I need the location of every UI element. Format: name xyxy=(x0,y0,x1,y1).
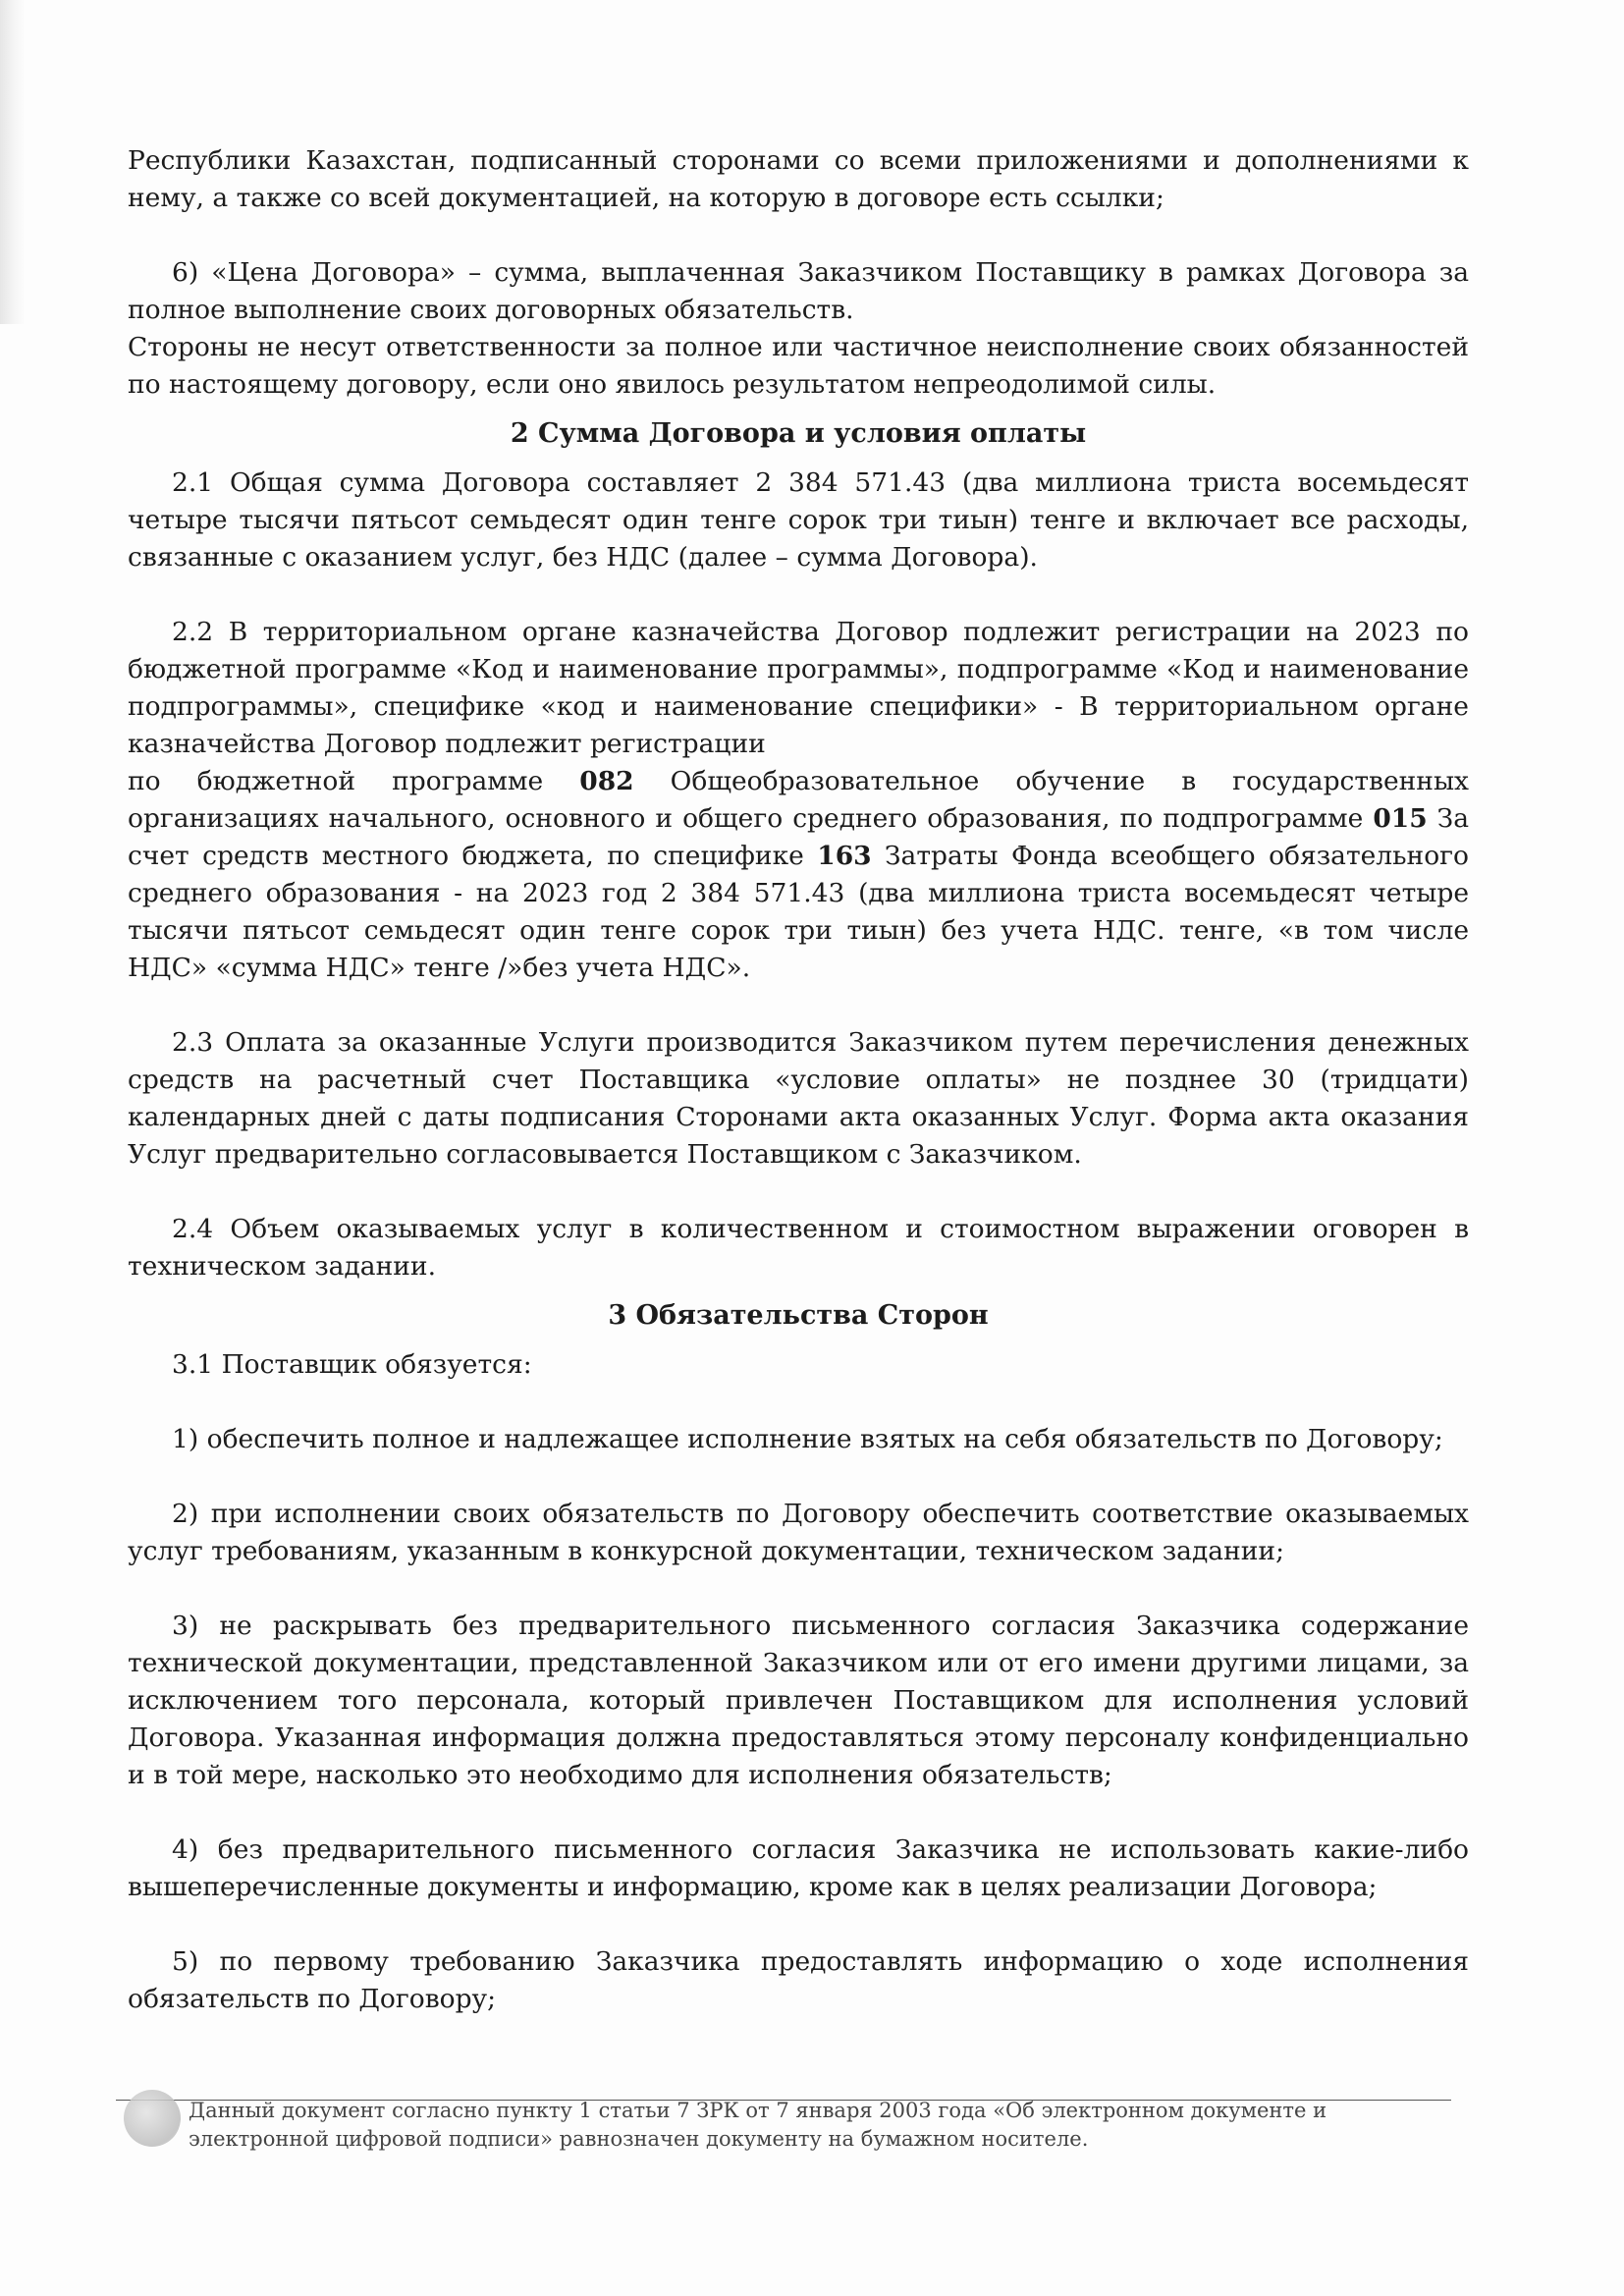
obligation-item-4: 4) без предварительного письменного согласия Заказчика не использовать какие-либо вышеперечисленные документы и информацию, кроме как в целях реализации Договора; xyxy=(128,1834,1469,1902)
clause-2-2-intro: 2.2 В территориальном органе казначейства Договор подлежит регистрации на 2023 по бюджетной программе «Код и наименование программы», подпрограмме «Код и наименование подпрограммы», специфике «код и наименование специфики» - В территориальном органе казначейства Договор подлежит регистрации xyxy=(128,617,1469,759)
clause-2-3: 2.3 Оплата за оказанные Услуги производится Заказчиком путем перечисления денежных средств на расчетный счет Поставщика «условие оплаты» не позднее 30 (тридцати) календарных дней с даты подписания Сторонами акта оказанных Услуг. Форма акта оказания Услуг предварительно согласовывается Поставщиком с Заказчиком. xyxy=(128,1027,1469,1170)
clause-2-1: 2.1 Общая сумма Договора составляет 2 384 571.43 (два миллиона триста восемьдесят четыре тысячи пятьсот семьдесят один тенге сорок три тиын) тенге и включает все расходы, связанные с оказанием услуг, без НДС (далее – сумма Договора). xyxy=(128,467,1469,573)
subprogram-code: 015 xyxy=(1373,803,1428,834)
clause-2-2-budget xyxy=(128,763,1469,987)
obligation-item-3: 3) не раскрывать без предварительного письменного согласия Заказчика содержание технической документации, представленной Заказчиком или от его имени другими лицами, за исключением того персонала, который привлечен Поставщиком для исполнения условий Договора. Указанная информация должна предоставляться этому персоналу конфиденциально и в той мере, насколько это необходимо для исполнения обязательств; xyxy=(128,1611,1469,1790)
document-body xyxy=(128,142,1469,2018)
clause-2-2-part-b: Общеобразовательное обучение в государственных организациях начального, основного и общего среднего образования, по подпрограмме xyxy=(128,766,1469,834)
section-2-heading: 2 Сумма Договора и условия оплаты xyxy=(510,418,1087,449)
clause-3-1: 3.1 Поставщик обязуется: xyxy=(172,1349,532,1380)
paragraph-definitions-end: Республики Казахстан, подписанный сторонами со всеми приложениями и дополнениями к нему, а также со всей документацией, на которую в договоре есть ссылки; xyxy=(128,145,1469,213)
specific-code: 163 xyxy=(817,841,872,871)
clause-2-2-part-d: Затраты Фонда всеобщего обязательного среднего образования - на 2023 год 2 384 571.43 (два миллиона триста восемьдесят четыре тысячи пятьсот семьдесят один тенге сорок три тиын) без учета НДС. тенге, «в том числе НДС» «сумма НДС» тенге /»без учета НДС». xyxy=(128,841,1470,983)
paragraph-force-majeure: Стороны не несут ответственности за полное или частичное неисполнение своих обязанностей по настоящему договору, если оно явилось результатом непреодолимой силы. xyxy=(128,332,1469,400)
scan-shadow xyxy=(0,0,26,324)
e-document-seal-icon xyxy=(124,2090,181,2147)
footer-legal-note: Данный документ согласно пункту 1 статьи 7 ЗРК от 7 января 2003 года «Об электронном документе и электронной цифровой подписи» равнозначен документу на бумажном носителе. xyxy=(189,2099,1327,2151)
clause-2-2-part-c: За счет средств местного бюджета, по специфике xyxy=(128,803,1469,871)
section-3-heading: 3 Обязательства Сторон xyxy=(608,1300,989,1331)
paragraph-contract-price: 6) «Цена Договора» – сумма, выплаченная Заказчиком Поставщику в рамках Договора за полное выполнение своих договорных обязательств. xyxy=(128,257,1469,325)
obligation-item-1: 1) обеспечить полное и надлежащее исполнение взятых на себя обязательств по Договору; xyxy=(172,1424,1443,1454)
clause-2-2-part-a: по бюджетной программе xyxy=(128,766,580,796)
program-code: 082 xyxy=(579,766,634,796)
obligation-item-5: 5) по первому требованию Заказчика предоставлять информацию о ходе исполнения обязательств по Договору; xyxy=(128,1946,1469,2014)
clause-2-4: 2.4 Объем оказываемых услуг в количественном и стоимостном выражении оговорен в техническом задании. xyxy=(128,1214,1469,1282)
obligation-item-2: 2) при исполнении своих обязательств по Договору обеспечить соответствие оказываемых услуг требованиям, указанным в конкурсной документации, техническом задании; xyxy=(128,1499,1469,1566)
